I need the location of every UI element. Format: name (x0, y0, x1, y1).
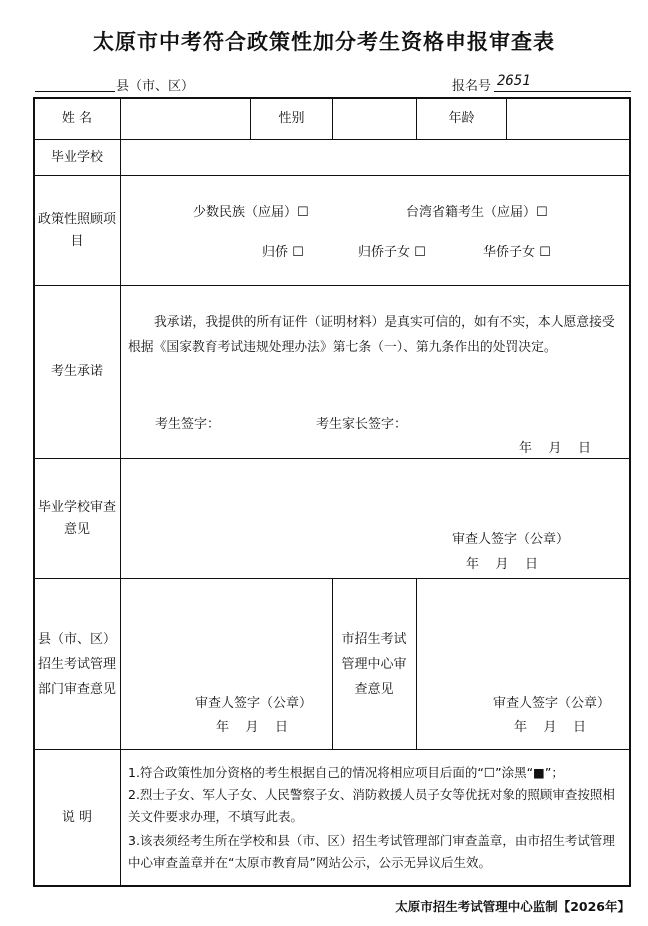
row-divider (33, 458, 631, 459)
note-item: 3.该表须经考生所在学校和县（市、区）招生考试管理部门审查盖章，由市招生考试管理中心审查盖章并在“太原市教育局”网站公示，公示无异议后生效。 (128, 833, 615, 870)
promise-text: 我承诺，我提供的所有证件（证明材料）是真实可信的，如有不实，本人愿意接受根据《国家教育考试违规处理办法》第七条（一）、第九条作出的处罚决定。 (128, 315, 615, 355)
school-review-date: 年 月 日 (466, 557, 539, 572)
policy-option-returned-overseas-child[interactable]: 归侨子女 ☐ (358, 245, 426, 260)
gender-label: 性别 (278, 111, 305, 126)
row-divider (33, 285, 631, 286)
policy-option-returned-overseas[interactable]: 归侨 ☐ (262, 245, 304, 260)
city-review-label: 市招生考试管理中心审查意见 (341, 631, 407, 697)
row-divider (33, 175, 631, 176)
county-label: 县（市、区） (116, 79, 195, 94)
notes-label: 说 明 (61, 810, 93, 825)
school-review-label: 毕业学校审查意见 (38, 499, 117, 537)
name-field[interactable] (121, 99, 250, 139)
school-field[interactable] (121, 140, 629, 175)
col-divider (416, 578, 417, 749)
col-divider (332, 578, 333, 749)
age-field[interactable] (507, 99, 629, 139)
policy-option-minority[interactable]: 少数民族（应届）☐ (193, 205, 309, 220)
county-review-date: 年 月 日 (216, 720, 289, 735)
school-review-sign: 审查人签字（公章） (452, 532, 570, 547)
promise-date: 年 月 日 (519, 441, 592, 456)
policy-option-overseas-child[interactable]: 华侨子女 ☐ (483, 245, 551, 260)
policy-option-taiwan[interactable]: 台湾省籍考生（应届）☐ (406, 205, 548, 220)
city-review-date: 年 月 日 (514, 720, 587, 735)
county-review-label: 县（市、区）招生考试管理部门审查意见 (38, 631, 117, 697)
row-divider (33, 749, 631, 750)
reg-number-line (494, 91, 631, 92)
gender-field[interactable] (333, 99, 416, 139)
note-item: 1.符合政策性加分资格的考生根据自己的情况将相应项目后面的“☐”涂黑“■”； (128, 765, 564, 780)
reg-label: 报名号 (452, 79, 492, 94)
promise-label: 考生承诺 (50, 364, 103, 379)
label-column-divider (120, 97, 121, 887)
reg-number-field[interactable]: 2651 (497, 73, 531, 89)
name-label: 姓 名 (61, 111, 93, 126)
city-review-sign: 审查人签字（公章） (493, 696, 611, 711)
county-blank-line (35, 91, 115, 92)
school-label: 毕业学校 (50, 149, 103, 165)
footer-note: 太原市招生考试管理中心监制【2026年】 (395, 899, 630, 914)
county-review-sign: 审查人签字（公章） (195, 696, 313, 711)
student-signature-field[interactable] (225, 408, 305, 430)
note-item: 2.烈士子女、军人子女、人民警察子女、消防救援人员子女等优抚对象的照顾审查按照相关文件要求办理，不填写此表。 (128, 787, 615, 824)
parent-signature-label: 考生家长签字： (316, 417, 408, 432)
student-signature-label: 考生签字： (155, 417, 221, 432)
parent-signature-field[interactable] (410, 408, 530, 430)
policy-label: 政策性照顾项目 (38, 211, 117, 249)
age-label: 年龄 (448, 111, 475, 126)
page-title: 太原市中考符合政策性加分考生资格申报审查表 (93, 30, 555, 54)
